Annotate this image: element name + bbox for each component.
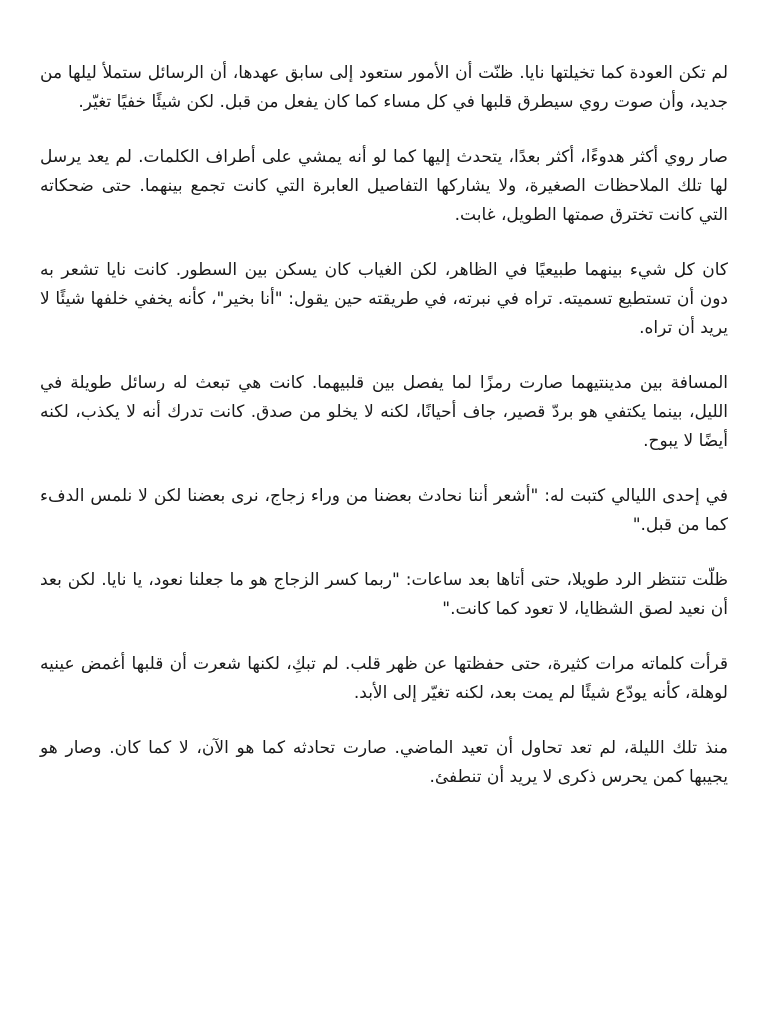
paragraph-8: منذ تلك الليلة، لم تعد تحاول أن تعيد الماضي. صارت تحادثه كما هو الآن، لا كما كان. وصار هو يجيبها كمن يحرس ذكرى لا يريد أن تنطفئ. — [40, 738, 728, 787]
paragraph-7: قرأت كلماته مرات كثيرة، حتى حفظتها عن ظهر قلب. لم تبكِ، لكنها شعرت أن قلبها أغمض عينيه لوهلة، كأنه يودّع شيئًا لم يمت بعد، لكنه تغيّر إلى الأبد. — [40, 654, 728, 703]
paragraph-4: المسافة بين مدينتيهما صارت رمزًا لما يفصل بين قلبيهما. كانت هي تبعث له رسائل طويلة في الليل، بينما يكتفي هو بردّ قصير، جاف أحيانًا، لكنه لا يخلو من صدق. كانت تدرك أنه لا يكذب، لكنه أيضًا لا يبوح. — [40, 373, 728, 451]
paragraph-3: كان كل شيء بينهما طبيعيًا في الظاهر، لكن الغياب كان يسكن بين السطور. كانت نايا تشعر به دون أن تستطيع تسميته. تراه في نبرته، في طريقته حين يقول: "أنا بخير"، كأنه يخفي خلفها شيئًا لا يريد أن تراه. — [40, 260, 728, 338]
paragraph-2: صار روي أكثر هدوءًا، أكثر بعدًا، يتحدث إليها كما لو أنه يمشي على أطراف الكلمات. لم يعد يرسل لها تلك الملاحظات الصغيرة، ولا يشاركها التفاصيل العابرة التي كانت تجمع بينهما. حتى ضحكاته التي كانت تخترق صمتها الطويل، غابت. — [40, 147, 728, 225]
story-text — [40, 59, 728, 792]
paragraph-6: ظلّت تنتظر الرد طويلا، حتى أتاها بعد ساعات: "ربما كسر الزجاج هو ما جعلنا نعود، يا نايا. لكن بعد أن نعيد لصق الشظايا، لا تعود كما كانت." — [40, 570, 728, 619]
paragraph-1: لم تكن العودة كما تخيلتها نايا. ظنّت أن الأمور ستعود إلى سابق عهدها، أن الرسائل ستملأ ليلها من جديد، وأن صوت روي سيطرق قلبها في كل مساء كما كان يفعل من قبل. لكن شيئًا خفيًا تغيّر. — [40, 63, 728, 112]
paragraph-5: في إحدى الليالي كتبت له: "أشعر أننا نحادث بعضنا من وراء زجاج، نرى بعضنا لكن لا نلمس الدفء كما من قبل." — [40, 486, 728, 535]
